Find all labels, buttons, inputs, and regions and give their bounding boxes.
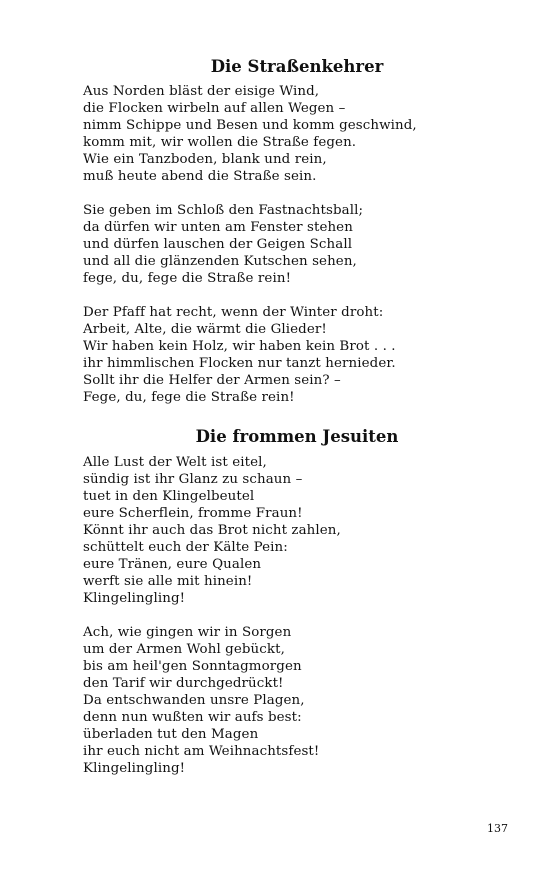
stanza	[83, 202, 483, 287]
verse-line: Der Pfaff hat recht, wenn der Winter droht:	[83, 305, 384, 320]
verse-line: werft sie alle mit hinein!	[83, 574, 253, 589]
verse-line: Fege, du, fege die Straße rein!	[83, 390, 295, 405]
verse-line: und dürfen lauschen der Geigen Schall	[83, 237, 353, 252]
page-number: 137	[487, 822, 508, 835]
stanza	[83, 83, 483, 185]
verse-line: denn nun wußten wir aufs best:	[83, 710, 302, 725]
verse-line: schüttelt euch der Kälte Pein:	[83, 540, 288, 555]
verse-line: überladen tut den Magen	[83, 727, 259, 742]
verse-line: fege, du, fege die Straße rein!	[83, 271, 292, 286]
verse-line: nimm Schippe und Besen und komm geschwind,	[83, 118, 417, 133]
verse-line: den Tarif wir durchgedrückt!	[83, 676, 284, 691]
stanza	[83, 454, 483, 607]
stanza	[83, 304, 483, 406]
poem-title: Die Straßenkehrer	[210, 57, 384, 76]
poem-title: Die frommen Jesuiten	[195, 427, 399, 446]
verse-line: muß heute abend die Straße sein.	[83, 169, 317, 184]
verse-line: Klingelingling!	[83, 591, 186, 606]
poem-die-frommen-jesuiten	[83, 427, 483, 777]
verse-line: Sie geben im Schloß den Fastnachtsball;	[83, 203, 364, 218]
verse-line: komm mit, wir wollen die Straße fegen.	[83, 135, 357, 150]
verse-line: Alle Lust der Welt ist eitel,	[83, 455, 267, 470]
verse-line: Ach, wie gingen wir in Sorgen	[83, 625, 292, 640]
verse-line: Arbeit, Alte, die wärmt die Glieder!	[83, 322, 327, 337]
verse-line: eure Scherflein, fromme Fraun!	[83, 506, 303, 521]
verse-line: die Flocken wirbeln auf allen Wegen –	[83, 101, 346, 116]
stanza	[83, 624, 483, 777]
verse-line: Aus Norden bläst der eisige Wind,	[83, 84, 320, 99]
verse-line: Da entschwanden unsre Plagen,	[83, 693, 305, 708]
verse-line: Klingelingling!	[83, 761, 186, 776]
verse-line: Sollt ihr die Helfer der Armen sein? –	[83, 373, 341, 388]
verse-line: eure Tränen, eure Qualen	[83, 557, 262, 572]
poem-die-strassenkehrer	[83, 57, 483, 406]
verse-line: ihr himmlischen Flocken nur tanzt hernieder.	[83, 356, 396, 371]
verse-line: bis am heil'gen Sonntagmorgen	[83, 659, 302, 674]
verse-line: sündig ist ihr Glanz zu schaun –	[83, 472, 303, 487]
verse-line: und all die glänzenden Kutschen sehen,	[83, 254, 357, 269]
verse-line: Könnt ihr auch das Brot nicht zahlen,	[83, 523, 341, 538]
verse-line: um der Armen Wohl gebückt,	[83, 642, 285, 657]
verse-line: tuet in den Klingelbeutel	[83, 489, 255, 504]
verse-line: da dürfen wir unten am Fenster stehen	[83, 220, 353, 235]
verse-line: Wir haben kein Holz, wir haben kein Brot . . .	[83, 339, 396, 354]
verse-line: Wie ein Tanzboden, blank und rein,	[83, 152, 327, 167]
verse-line: ihr euch nicht am Weihnachtsfest!	[83, 744, 320, 759]
